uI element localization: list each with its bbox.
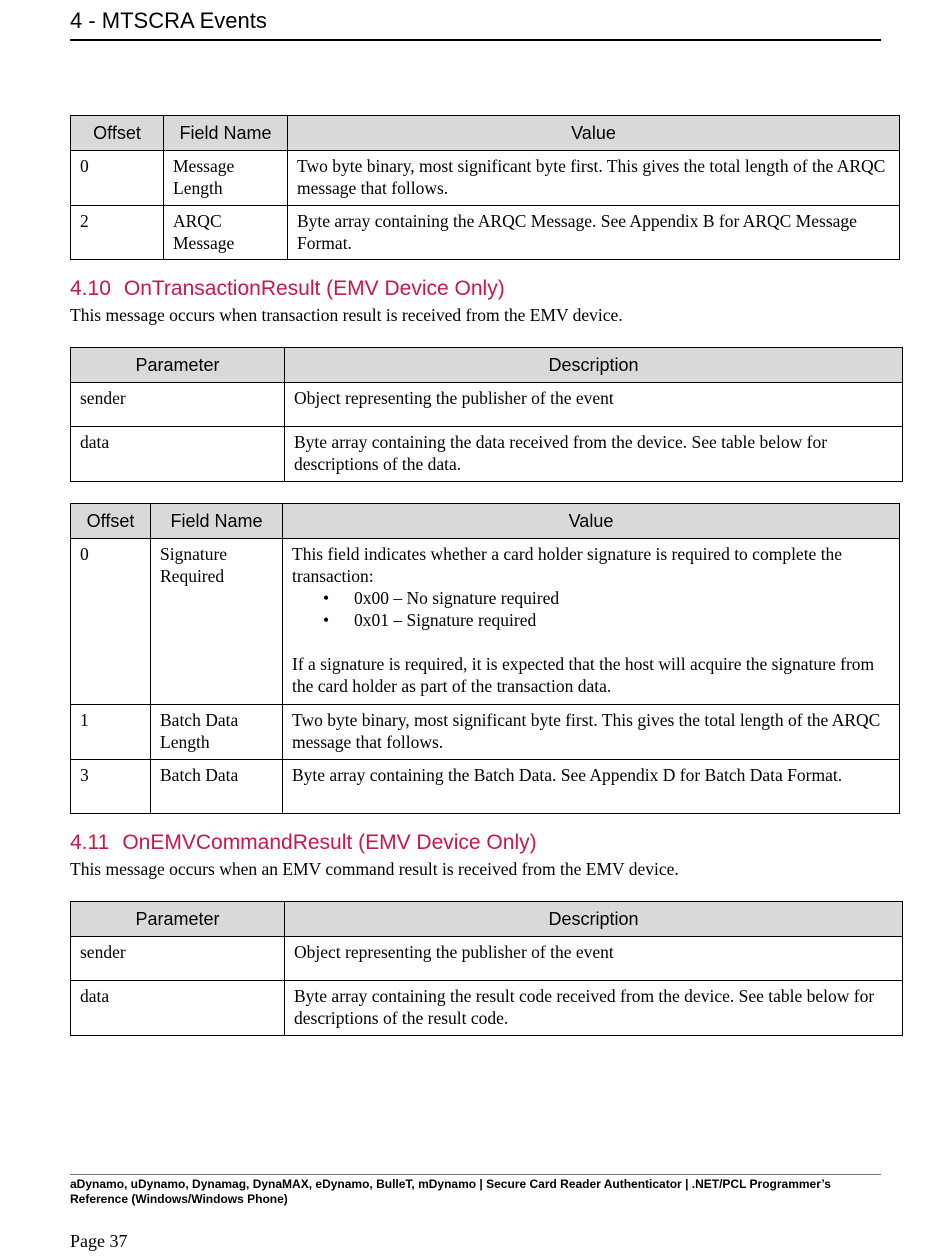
list-item — [323, 587, 890, 609]
section-title: OnEMVCommandResult (EMV Device Only) — [122, 831, 537, 854]
value-cell: Two byte binary, most significant byte first. This gives the total length of the ARQC message that follows. — [288, 151, 900, 206]
parameter-cell: sender — [71, 937, 285, 981]
table-row — [71, 383, 903, 427]
description-cell: Object representing the publisher of the event — [285, 383, 903, 427]
table-header-row — [71, 902, 903, 937]
column-header-parameter: Parameter — [71, 902, 285, 937]
list-item — [323, 609, 890, 631]
field-name-cell: Batch Data Length — [151, 705, 283, 760]
field-name-cell: Batch Data — [151, 760, 283, 814]
table-row — [71, 981, 903, 1036]
section-heading-4-11 — [70, 830, 537, 856]
emv-command-result-parameter-table — [70, 901, 903, 1036]
column-header-value: Value — [288, 116, 900, 151]
table-row — [71, 705, 900, 760]
value-intro: This field indicates whether a card holder signature is required to complete the transaction: — [292, 544, 843, 586]
page-number: Page 37 — [70, 1231, 128, 1251]
table-row — [71, 539, 900, 705]
description-cell: Byte array containing the result code received from the device. See table below for descriptions of the result code. — [285, 981, 903, 1036]
column-header-description: Description — [285, 902, 903, 937]
value-followup: If a signature is required, it is expected that the host will acquire the signature from the card holder as part of the transaction data. — [292, 654, 875, 696]
parameter-cell: data — [71, 981, 285, 1036]
arqc-offset-table — [70, 115, 900, 260]
section-intro: This message occurs when transaction result is received from the EMV device. — [70, 305, 623, 325]
footer-text: aDynamo, uDynamo, Dynamag, DynaMAX, eDynamo, BulleT, mDynamo | Secure Card Reader Authenticator | .NET/PCL Programmer’s Reference (Windows/Windows Phone) — [70, 1177, 831, 1206]
table-header-row — [71, 504, 900, 539]
transaction-result-offset-table — [70, 503, 900, 814]
transaction-result-parameter-table — [70, 347, 903, 482]
offset-cell: 3 — [71, 760, 151, 814]
footer-divider — [70, 1174, 881, 1175]
bullet-list — [292, 587, 890, 631]
section-title: OnTransactionResult (EMV Device Only) — [123, 277, 505, 300]
field-name-cell: Signature Required — [151, 539, 283, 705]
field-name-cell: ARQC Message — [164, 206, 288, 260]
column-header-description: Description — [285, 348, 903, 383]
parameter-cell: data — [71, 427, 285, 482]
offset-cell: 1 — [71, 705, 151, 760]
table-row — [71, 937, 903, 981]
list-item-text: 0x00 – No signature required — [354, 588, 560, 608]
section-heading-4-10 — [70, 276, 505, 302]
column-header-parameter: Parameter — [71, 348, 285, 383]
parameter-cell: sender — [71, 383, 285, 427]
field-name-cell: Message Length — [164, 151, 288, 206]
table-row — [71, 427, 903, 482]
column-header-offset: Offset — [71, 504, 151, 539]
offset-cell: 0 — [71, 151, 164, 206]
offset-cell: 0 — [71, 539, 151, 705]
column-header-offset: Offset — [71, 116, 164, 151]
table-header-row — [71, 116, 900, 151]
column-header-field-name: Field Name — [164, 116, 288, 151]
value-cell: Byte array containing the ARQC Message. See Appendix B for ARQC Message Format. — [288, 206, 900, 260]
bullet-icon: • — [323, 610, 330, 630]
table-row — [71, 206, 900, 260]
table-row — [71, 151, 900, 206]
description-cell: Byte array containing the data received from the device. See table below for descriptions of the data. — [285, 427, 903, 482]
table-row — [71, 760, 900, 814]
value-cell — [283, 539, 900, 705]
table-header-row — [71, 348, 903, 383]
page-header — [70, 8, 881, 41]
offset-cell: 2 — [71, 206, 164, 260]
section-intro: This message occurs when an EMV command result is received from the EMV device. — [70, 859, 679, 879]
value-cell: Two byte binary, most significant byte first. This gives the total length of the ARQC message that follows. — [283, 705, 900, 760]
bullet-icon: • — [323, 588, 330, 608]
section-number: 4.10 — [70, 277, 111, 300]
column-header-value: Value — [283, 504, 900, 539]
value-cell: Byte array containing the Batch Data. See Appendix D for Batch Data Format. — [283, 760, 900, 814]
page-header-title: 4 - MTSCRA Events — [70, 8, 267, 33]
list-item-text: 0x01 – Signature required — [354, 610, 537, 630]
section-number: 4.11 — [70, 831, 110, 854]
column-header-field-name: Field Name — [151, 504, 283, 539]
description-cell: Object representing the publisher of the event — [285, 937, 903, 981]
